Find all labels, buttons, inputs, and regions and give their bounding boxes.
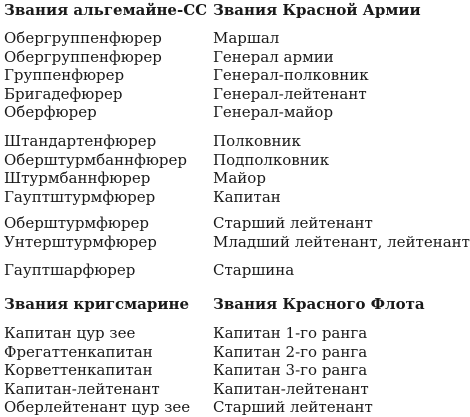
rank-row bbox=[0, 232, 470, 252]
army-rank: Майор bbox=[213, 169, 266, 187]
army-rank: Маршал bbox=[213, 29, 280, 47]
ss-rank: Оберфюрер bbox=[4, 103, 97, 121]
ss-rank: Группенфюрер bbox=[4, 66, 125, 84]
ss-army-group-generals bbox=[0, 29, 430, 122]
rank-row bbox=[0, 398, 430, 417]
rank-row bbox=[0, 188, 430, 207]
rank-row bbox=[0, 29, 430, 48]
rank-row bbox=[0, 214, 430, 233]
kriegsmarine-rank: Капитан-лейтенант bbox=[4, 379, 160, 398]
army-rank: Генерал армии bbox=[213, 47, 334, 66]
army-rank: Подполковник bbox=[213, 150, 330, 169]
rank-row bbox=[0, 48, 430, 67]
rank-row bbox=[0, 343, 430, 362]
ss-army-group-officers bbox=[0, 132, 430, 206]
red-fleet-rank: Капитан 3-го ранга bbox=[213, 361, 368, 379]
army-rank: Генерал-майор bbox=[213, 103, 334, 121]
army-rank: Младший лейтенант, лейтенант bbox=[213, 232, 470, 251]
rank-row bbox=[0, 169, 430, 188]
ss-rank: Обергруппенфюрер bbox=[4, 47, 162, 66]
ss-rank: Оберштурмфюрер bbox=[4, 214, 150, 232]
ss-rank: Штурмбаннфюрер bbox=[4, 169, 151, 187]
ss-rank: Гауптштурмфюрер bbox=[4, 187, 156, 206]
red-fleet-ranks-heading: Звания Красного Флота bbox=[213, 295, 425, 313]
red-fleet-rank: Капитан-лейтенант bbox=[213, 379, 369, 398]
kriegsmarine-rank: Оберлейтенант цур зее bbox=[4, 398, 191, 416]
kriegsmarine-rank: Фрегаттенкапитан bbox=[4, 342, 153, 361]
red-army-ranks-heading: Звания Красной Армии bbox=[213, 1, 421, 19]
army-rank: Генерал-полковник bbox=[213, 66, 369, 84]
navy-rank-rows bbox=[0, 324, 430, 417]
ss-rank: Штандартенфюрер bbox=[4, 132, 157, 150]
ss-rank: Обергруппенфюрер bbox=[4, 29, 162, 47]
ss-rank: Оберштурмбаннфюрер bbox=[4, 150, 187, 169]
army-rank: Старший лейтенант bbox=[213, 214, 373, 232]
red-fleet-rank: Капитан 1-го ранга bbox=[213, 324, 368, 342]
kriegsmarine-rank: Капитан цур зее bbox=[4, 324, 136, 342]
ss-army-group-lieutenants bbox=[0, 214, 470, 251]
ss-army-header bbox=[0, 1, 430, 20]
rank-row bbox=[0, 66, 430, 85]
rank-row bbox=[0, 324, 430, 343]
ss-rank: Бригадефюрер bbox=[4, 84, 123, 103]
red-fleet-rank: Старший лейтенант bbox=[213, 398, 373, 416]
army-rank: Полковник bbox=[213, 132, 301, 150]
rank-row bbox=[0, 261, 430, 280]
rank-row bbox=[0, 361, 430, 380]
kriegsmarine-ranks-heading: Звания кригсмарине bbox=[4, 295, 190, 313]
ss-army-group-nco bbox=[0, 261, 430, 280]
navy-header bbox=[0, 295, 430, 314]
rank-row bbox=[0, 132, 430, 151]
army-rank: Генерал-лейтенант bbox=[213, 84, 367, 103]
ss-rank: Гауптшарфюрер bbox=[4, 261, 136, 279]
ss-ranks-heading: Звания альгемайне-СС bbox=[4, 1, 208, 19]
army-rank: Старшина bbox=[213, 261, 295, 279]
rank-row bbox=[0, 151, 430, 170]
red-fleet-rank: Капитан 2-го ранга bbox=[213, 342, 368, 361]
rank-row bbox=[0, 85, 430, 104]
army-rank: Капитан bbox=[213, 187, 281, 206]
kriegsmarine-rank: Корветтенкапитан bbox=[4, 361, 153, 379]
rank-row bbox=[0, 103, 430, 122]
rank-row bbox=[0, 380, 430, 399]
ss-rank: Унтерштурмфюрер bbox=[4, 232, 157, 251]
